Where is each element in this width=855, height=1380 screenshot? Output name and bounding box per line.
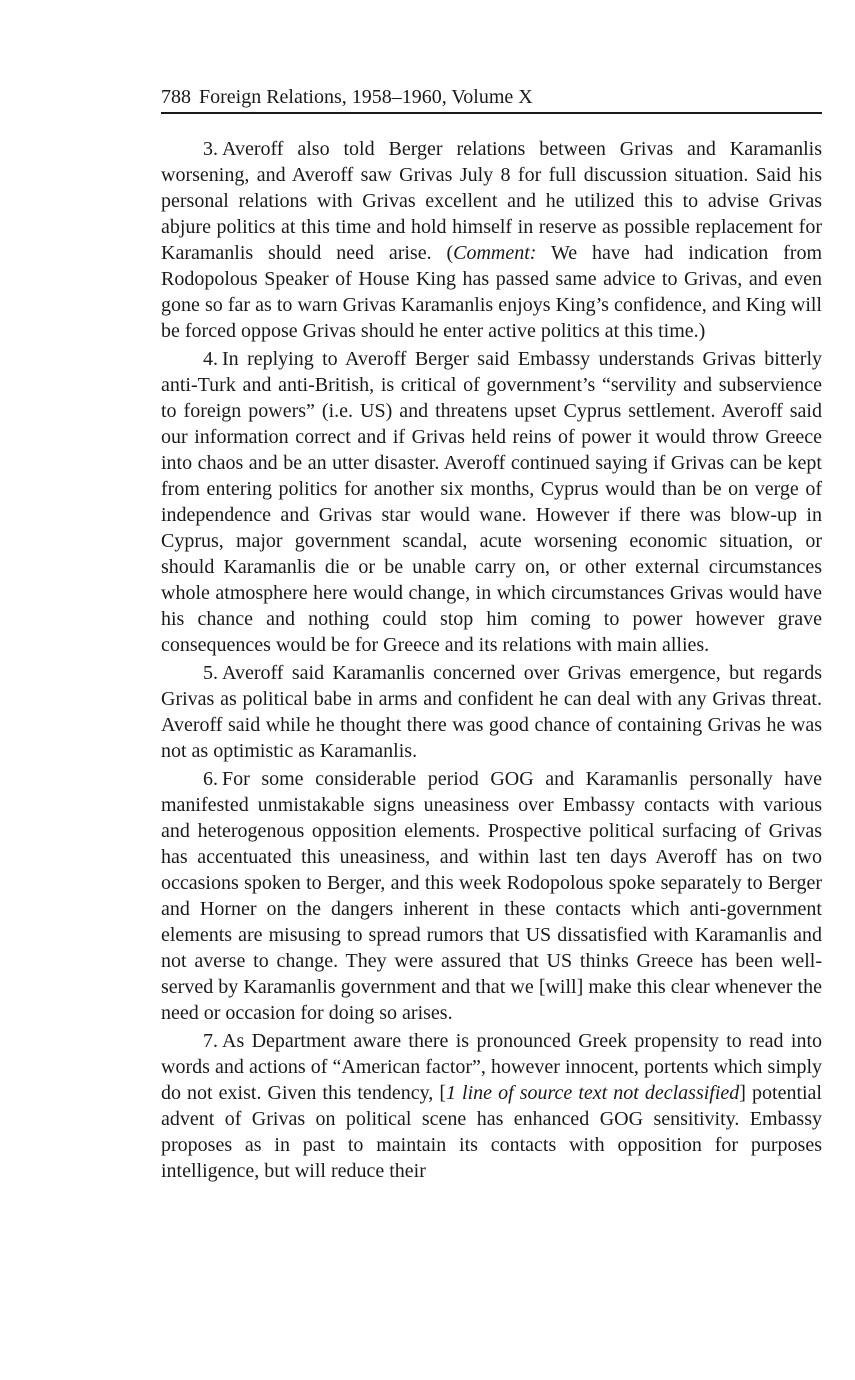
paragraph-text-continued: ] potential advent of Grivas on political scene has enhanced GOG sensitivity. Embassy proposes as in past to maintain its contacts with opposition for purposes intelligence, but will reduce their [161,1082,822,1182]
paragraph-text-continued: We have had indication from Rodopolous Speaker of House King has passed same advice to Grivas, and even gone so far as to warn Grivas Karamanlis enjoys King’s confidence, and King will be forced oppose Grivas should he enter active politics at this time.) [161,242,823,342]
paragraph-number: 3. [203,138,218,160]
document-body [161,136,822,1186]
paragraph-text: Averoff also told Berger relations between Grivas and Karamanlis worsening, and Averoff saw Grivas July 8 for full discussion situation. Said his personal relations with Grivas excellent and he utilized this to advise Grivas abjure politics at this time and hold himself in reserve as possible replacement for Karamanlis should need arise. ( [161,138,822,264]
running-header [161,84,822,114]
paragraph-number: 4. [203,348,218,370]
paragraph-number: 6. [203,768,218,790]
paragraph-4 [161,346,822,658]
italic-comment-label: Comment: [453,242,537,264]
paragraph-number: 7. [203,1030,218,1052]
paragraph-text: As Department aware there is pronounced Greek propensity to read into words and actions of “American factor”, however innocent, portents which simply do not exist. Given this tendency, [ [161,1030,822,1104]
paragraph-5 [161,660,822,764]
italic-editorial-note: 1 line of source text not declassified [445,1082,740,1104]
paragraph-number: 5. [203,662,218,684]
paragraph-text: For some considerable period GOG and Karamanlis personally have manifested unmistakable signs uneasiness over Embassy contacts with various and heterogenous opposition elements. Prospective political surfacing of Grivas has accentuated this uneasiness, and within last ten days Averoff has on two occasions spoken to Berger, and this week Rodopolous spoke separately to Berger and Horner on the dangers inherent in these contacts which anti-government elements are misusing to spread rumors that US dissatisfied with Karamanlis and not averse to change. They were assured that US thinks Greece has been well-served by Karamanlis government and that we [will] make this clear whenever the need or occasion for doing so arises. [161,768,822,1024]
paragraph-3 [161,136,822,344]
paragraph-7 [161,1028,822,1184]
running-title: Foreign Relations, 1958–1960, Volume X [199,86,533,108]
page-number: 788 [161,86,191,108]
paragraph-6 [161,766,822,1026]
paragraph-text: In replying to Averoff Berger said Embassy understands Grivas bitterly anti-Turk and anti-British, is critical of government’s “servility and subservience to foreign powers” (i.e. US) and threatens upset Cyprus settlement. Averoff said our information correct and if Grivas held reins of power it would throw Greece into chaos and be an utter disaster. Averoff continued saying if Grivas can be kept from entering politics for another six months, Cyprus would than be on verge of independence and Grivas star would wane. However if there was blow-up in Cyprus, major government scandal, acute worsening economic situation, or should Karamanlis die or be unable carry on, or other external circumstances whole atmosphere here would change, in which circumstances Grivas would have his chance and nothing could stop him coming to power however grave consequences would be for Greece and its relations with main allies. [161,348,822,656]
paragraph-text: Averoff said Karamanlis concerned over Grivas emergence, but regards Grivas as political babe in arms and confident he can deal with any Grivas threat. Averoff said while he thought there was good chance of containing Grivas he was not as optimistic as Karamanlis. [161,662,822,762]
